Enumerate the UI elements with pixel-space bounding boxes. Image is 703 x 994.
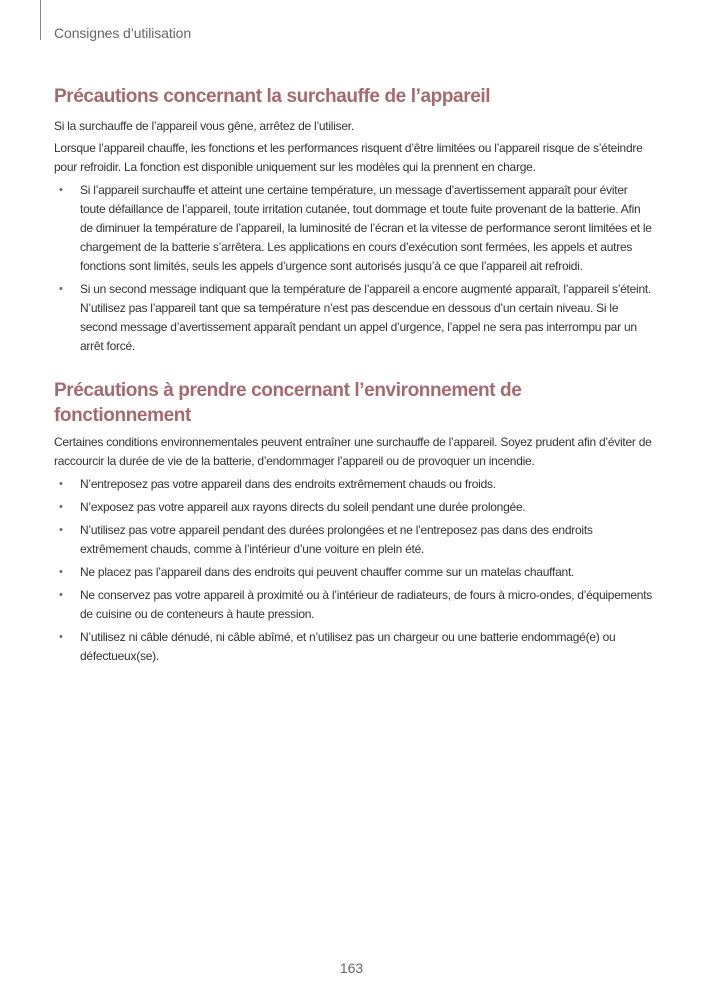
bullet-icon: • — [59, 589, 63, 601]
list-item — [54, 475, 654, 494]
list-item-text: N’exposez pas votre appareil aux rayons directs du soleil pendant une durée prolongée. — [80, 500, 526, 514]
paragraph: Si la surchauffe de l’appareil vous gêne, arrêtez de l’utiliser. — [54, 119, 354, 133]
paragraph: Certaines conditions environnementales peuvent entraîner une surchauffe de l’appareil. Soyez prudent afin d’éviter de raccourcir la durée de vie de la batterie, d’endommager l’appareil ou de provoquer un incendie. — [54, 435, 652, 468]
list-item — [54, 280, 654, 356]
paragraph: Lorsque l’appareil chauffe, les fonctions et les performances risquent d’être limitées ou l’appareil risque de s’éteindre pour refroidir. La fonction est disponible uniquement sur les modèles qui la prennent en charge. — [54, 141, 643, 174]
chapter-title: Consignes d’utilisation — [54, 25, 192, 41]
header-divider — [40, 0, 41, 40]
bullet-icon: • — [59, 631, 63, 643]
list-item-text: Si un second message indiquant que la température de l’appareil a encore augmenté apparaît, l’appareil s’éteint. N’utilisez pas l’appareil tant que sa température n’est pas descendue en dessous d’un certain niveau. Si le second message d’avertissement apparaît pendant un appel d’urgence, l’appel ne sera pas interrompu par un arrêt forcé. — [80, 282, 652, 353]
list-item — [54, 628, 654, 666]
bullet-icon: • — [59, 184, 63, 196]
list-item-text: N’entreposez pas votre appareil dans des endroits extrêmement chauds ou froids. — [80, 477, 496, 491]
list-item-text: N’utilisez ni câble dénudé, ni câble abîmé, et n’utilisez pas un chargeur ou une batterie endommagé(e) ou défectueux(se). — [80, 630, 616, 663]
bullet-icon: • — [59, 566, 63, 578]
page-content — [54, 84, 654, 666]
section-heading: Précautions concernant la surchauffe de l’appareil — [54, 86, 491, 107]
section-environment — [54, 378, 654, 666]
list-item — [54, 586, 654, 624]
list-item-text: Ne conservez pas votre appareil à proximité ou à l’intérieur de radiateurs, de fours à micro-ondes, d’équipements de cuisine ou de conteneurs à haute pression. — [80, 588, 653, 621]
list-item — [54, 521, 654, 559]
list-item-text: Si l’appareil surchauffe et atteint une certaine température, un message d’avertissement apparaît pour éviter toute défaillance de l’appareil, toute irritation cutanée, tout dommage et toute fuite provenant de la batterie. Afin de diminuer la température de l’appareil, la luminosité de l’écran et la vitesse de performance seront limitées et le chargement de la batterie s’arrêtera. Les applications en cours d’exécution sont fermées, les appels et autres fonctions sont limités, seuls les appels d’urgence sont autorisés jusqu’à ce que l’appareil ait refroidi. — [80, 183, 652, 273]
list-item-text: Ne placez pas l’appareil dans des endroits qui peuvent chauffer comme sur un matelas chauffant. — [80, 565, 575, 579]
list-item — [54, 563, 654, 582]
bullet-icon: • — [59, 478, 63, 490]
bullet-icon: • — [59, 524, 63, 536]
list-item — [54, 181, 654, 276]
page-number: 163 — [339, 960, 364, 976]
bullet-icon: • — [59, 501, 63, 513]
bullet-list — [54, 181, 654, 356]
bullet-list — [54, 475, 654, 666]
section-overheating — [54, 84, 654, 356]
list-item-text: N’utilisez pas votre appareil pendant des durées prolongées et ne l’entreposez pas dans des endroits extrêmement chauds, comme à l’intérieur d’une voiture en plein été. — [80, 523, 593, 556]
bullet-icon: • — [59, 283, 63, 295]
section-heading: Précautions à prendre concernant l’environnement de fonctionnement — [54, 380, 522, 426]
list-item — [54, 498, 654, 517]
